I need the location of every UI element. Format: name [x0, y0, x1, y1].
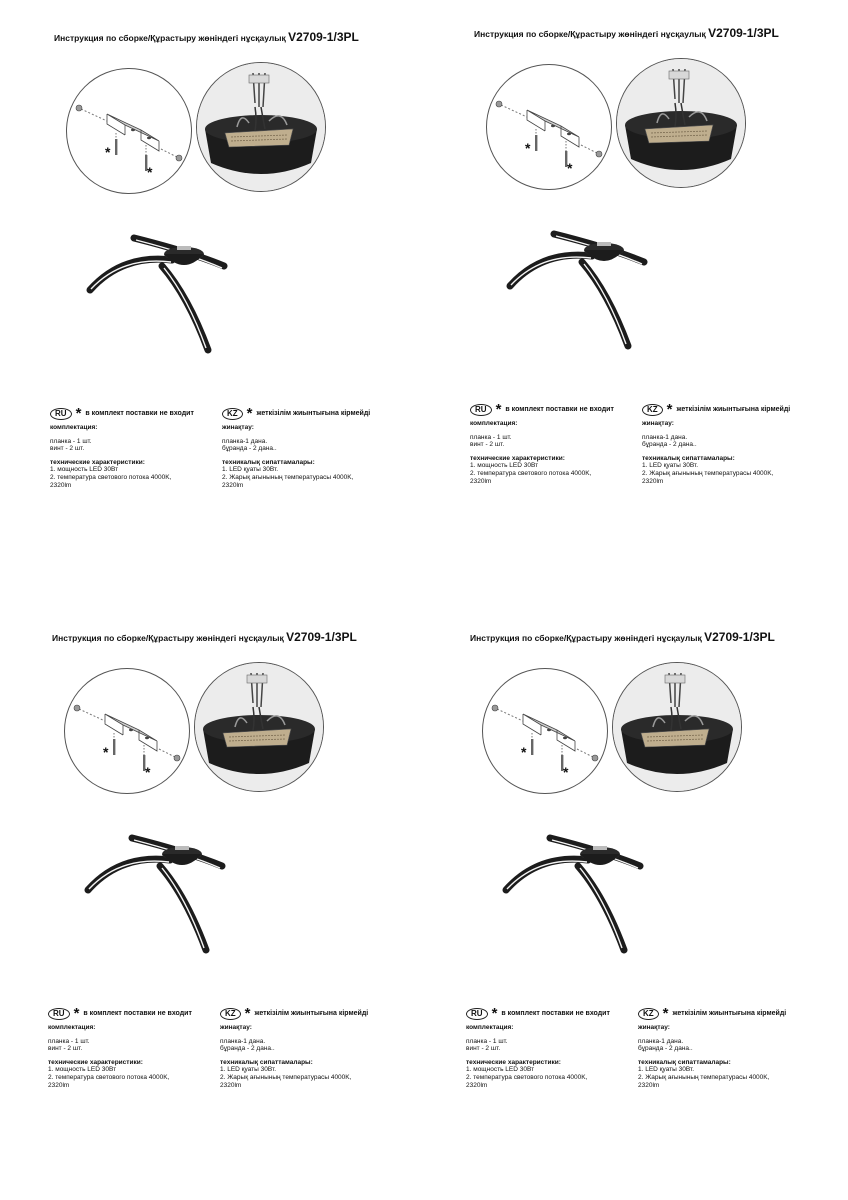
- kz-not-included: жеткізілім жиынтығына кірмейді: [256, 410, 371, 418]
- asterisk-icon: *: [491, 1005, 498, 1022]
- ru-specs: [470, 462, 635, 485]
- kz-contents: [220, 1038, 400, 1053]
- kz-badge: KZ: [222, 408, 243, 420]
- list-item: винт - 2 шт.: [470, 441, 505, 449]
- list-item: 2. Жарық ағынының температурасы 4000K,: [220, 1073, 352, 1081]
- ru-header: [466, 1005, 631, 1022]
- asterisk-icon: *: [75, 405, 82, 422]
- kz-contents: [638, 1038, 818, 1053]
- ru-specs: [48, 1066, 213, 1089]
- ru-header: [470, 401, 635, 418]
- ru-specs-label: технические характеристики:: [466, 1058, 561, 1066]
- page-title: [474, 26, 779, 40]
- ru-contents: [470, 434, 635, 449]
- title-text: Инструкция по сборке/Құрастыру жөніндегі нұсқаулық: [474, 29, 706, 39]
- instruction-sheet-2: [420, 0, 844, 596]
- ru-section: [470, 401, 635, 491]
- kz-not-included: жеткізілім жиынтығына кірмейді: [676, 406, 791, 414]
- list-item: 2320lm: [50, 481, 72, 489]
- lamp-illustration: [498, 826, 648, 956]
- kz-specs: [220, 1066, 400, 1089]
- kz-specs-label: техникалық сипаттамалары:: [222, 458, 315, 466]
- asterisk-icon: *: [246, 405, 253, 422]
- list-item: 1. мощность LED 30Вт: [48, 1066, 117, 1074]
- list-item: планка-1 дана.: [638, 1037, 684, 1045]
- bracket-diagram: [66, 68, 192, 194]
- page-title: [52, 630, 357, 644]
- ru-badge: RU: [48, 1008, 70, 1020]
- kz-specs-label: техникалық сипаттамалары:: [638, 1058, 731, 1066]
- list-item: 2. Жарық ағынының температурасы 4000K,: [642, 469, 774, 477]
- ru-not-included: в комплект поставки не входит: [501, 1010, 610, 1018]
- model-number: V2709-1/3PL: [704, 630, 775, 644]
- page-title: [470, 630, 775, 644]
- kz-contents-label: жинақтау:: [222, 424, 254, 431]
- kz-not-included: жеткізілім жиынтығына кірмейді: [254, 1010, 369, 1018]
- list-item: 2. Жарық ағынының температурасы 4000K,: [638, 1073, 770, 1081]
- model-number: V2709-1/3PL: [288, 30, 359, 44]
- svg-text:*: *: [563, 764, 569, 780]
- lamp-illustration: [502, 222, 652, 352]
- bracket-diagram: [64, 668, 190, 794]
- model-number: V2709-1/3PL: [708, 26, 779, 40]
- list-item: 2. температура светового потока 4000K,: [48, 1073, 170, 1081]
- list-item: бұранда - 2 дана..: [638, 1045, 693, 1053]
- instruction-sheet-4: [416, 600, 840, 1200]
- list-item: 2320lm: [470, 477, 492, 485]
- title-text: Инструкция по сборке/Құрастыру жөніндегі нұсқаулық: [470, 633, 702, 643]
- asterisk-icon: *: [244, 1005, 251, 1022]
- ru-contents-label: комплектация:: [466, 1024, 514, 1031]
- list-item: 1. LED қуаты 30Вт.: [642, 462, 699, 470]
- list-item: 2320lm: [220, 1081, 242, 1089]
- wiring-photo: [196, 62, 326, 192]
- bracket-diagram: [482, 668, 608, 794]
- list-item: планка - 1 шт.: [470, 433, 512, 441]
- kz-section: [638, 1005, 818, 1095]
- list-item: 2320lm: [222, 481, 244, 489]
- bracket-diagram: [486, 64, 612, 190]
- title-text: Инструкция по сборке/Құрастыру жөніндегі нұсқаулық: [52, 633, 284, 643]
- instruction-sheet-3: [0, 600, 422, 1200]
- list-item: бұранда - 2 дана..: [222, 445, 277, 453]
- svg-text:*: *: [103, 744, 109, 760]
- kz-section: [220, 1005, 400, 1095]
- asterisk-icon: *: [662, 1005, 669, 1022]
- ru-contents-label: комплектация:: [470, 420, 518, 427]
- list-item: 1. мощность LED 30Вт: [50, 466, 119, 474]
- ru-header: [48, 1005, 213, 1022]
- list-item: винт - 2 шт.: [466, 1045, 501, 1053]
- list-item: 2. температура светового потока 4000K,: [50, 473, 172, 481]
- page-title: [54, 30, 359, 44]
- list-item: планка-1 дана.: [220, 1037, 266, 1045]
- svg-text:*: *: [105, 144, 111, 160]
- lamp-illustration: [82, 226, 232, 356]
- kz-badge: KZ: [642, 404, 663, 416]
- ru-not-included: в комплект поставки не входит: [505, 406, 614, 414]
- title-text: Инструкция по сборке/Құрастыру жөніндегі нұсқаулық: [54, 33, 286, 43]
- ru-specs-label: технические характеристики:: [48, 1058, 143, 1066]
- svg-text:*: *: [145, 764, 151, 780]
- ru-specs-label: технические характеристики:: [470, 454, 565, 462]
- ru-specs: [50, 466, 215, 489]
- wiring-photo: [194, 662, 324, 792]
- wiring-photo: [616, 58, 746, 188]
- list-item: 2. Жарық ағынының температурасы 4000K,: [222, 473, 354, 481]
- asterisk-icon: *: [73, 1005, 80, 1022]
- ru-contents: [50, 438, 215, 453]
- kz-not-included: жеткізілім жиынтығына кірмейді: [672, 1010, 787, 1018]
- kz-contents: [642, 434, 822, 449]
- list-item: планка-1 дана.: [642, 433, 688, 441]
- kz-contents: [222, 438, 402, 453]
- kz-contents-label: жинақтау:: [220, 1024, 252, 1031]
- ru-specs-label: технические характеристики:: [50, 458, 145, 466]
- ru-contents: [466, 1038, 631, 1053]
- kz-header: [222, 405, 402, 422]
- kz-section: [222, 405, 402, 495]
- ru-contents-label: комплектация:: [48, 1024, 96, 1031]
- list-item: 1. LED қуаты 30Вт.: [638, 1066, 695, 1074]
- kz-specs-label: техникалық сипаттамалары:: [220, 1058, 313, 1066]
- svg-text:*: *: [525, 140, 531, 156]
- list-item: 2. температура светового потока 4000K,: [466, 1073, 588, 1081]
- lamp-illustration: [80, 826, 230, 956]
- list-item: бұранда - 2 дана..: [642, 441, 697, 449]
- kz-specs: [642, 462, 822, 485]
- ru-not-included: в комплект поставки не входит: [83, 1010, 192, 1018]
- kz-section: [642, 401, 822, 491]
- kz-badge: KZ: [220, 1008, 241, 1020]
- svg-text:*: *: [147, 164, 153, 180]
- list-item: планка - 1 шт.: [466, 1037, 508, 1045]
- ru-section: [50, 405, 215, 495]
- kz-header: [638, 1005, 818, 1022]
- kz-specs-label: техникалық сипаттамалары:: [642, 454, 735, 462]
- ru-contents-label: комплектация:: [50, 424, 98, 431]
- list-item: 2320lm: [48, 1081, 70, 1089]
- kz-header: [642, 401, 822, 418]
- kz-contents-label: жинақтау:: [638, 1024, 670, 1031]
- ru-badge: RU: [466, 1008, 488, 1020]
- list-item: 1. мощность LED 30Вт: [466, 1066, 535, 1074]
- list-item: 1. LED қуаты 30Вт.: [220, 1066, 277, 1074]
- list-item: 1. LED қуаты 30Вт.: [222, 466, 279, 474]
- kz-contents-label: жинақтау:: [642, 420, 674, 427]
- list-item: 2320lm: [466, 1081, 488, 1089]
- svg-text:*: *: [567, 160, 573, 176]
- kz-header: [220, 1005, 400, 1022]
- list-item: 2320lm: [642, 477, 664, 485]
- kz-specs: [638, 1066, 818, 1089]
- list-item: винт - 2 шт.: [48, 1045, 83, 1053]
- ru-not-included: в комплект поставки не входит: [85, 410, 194, 418]
- asterisk-icon: *: [666, 401, 673, 418]
- ru-badge: RU: [470, 404, 492, 416]
- asterisk-icon: *: [495, 401, 502, 418]
- ru-section: [48, 1005, 213, 1095]
- list-item: 2320lm: [638, 1081, 660, 1089]
- kz-badge: KZ: [638, 1008, 659, 1020]
- ru-header: [50, 405, 215, 422]
- model-number: V2709-1/3PL: [286, 630, 357, 644]
- ru-contents: [48, 1038, 213, 1053]
- instruction-sheet-1: [0, 0, 424, 600]
- wiring-photo: [612, 662, 742, 792]
- list-item: планка-1 дана.: [222, 437, 268, 445]
- list-item: бұранда - 2 дана..: [220, 1045, 275, 1053]
- list-item: 2. температура светового потока 4000K,: [470, 469, 592, 477]
- ru-section: [466, 1005, 631, 1095]
- list-item: планка - 1 шт.: [50, 437, 92, 445]
- ru-badge: RU: [50, 408, 72, 420]
- ru-specs: [466, 1066, 631, 1089]
- list-item: планка - 1 шт.: [48, 1037, 90, 1045]
- svg-text:*: *: [521, 744, 527, 760]
- list-item: 1. мощность LED 30Вт: [470, 462, 539, 470]
- list-item: винт - 2 шт.: [50, 445, 85, 453]
- kz-specs: [222, 466, 402, 489]
